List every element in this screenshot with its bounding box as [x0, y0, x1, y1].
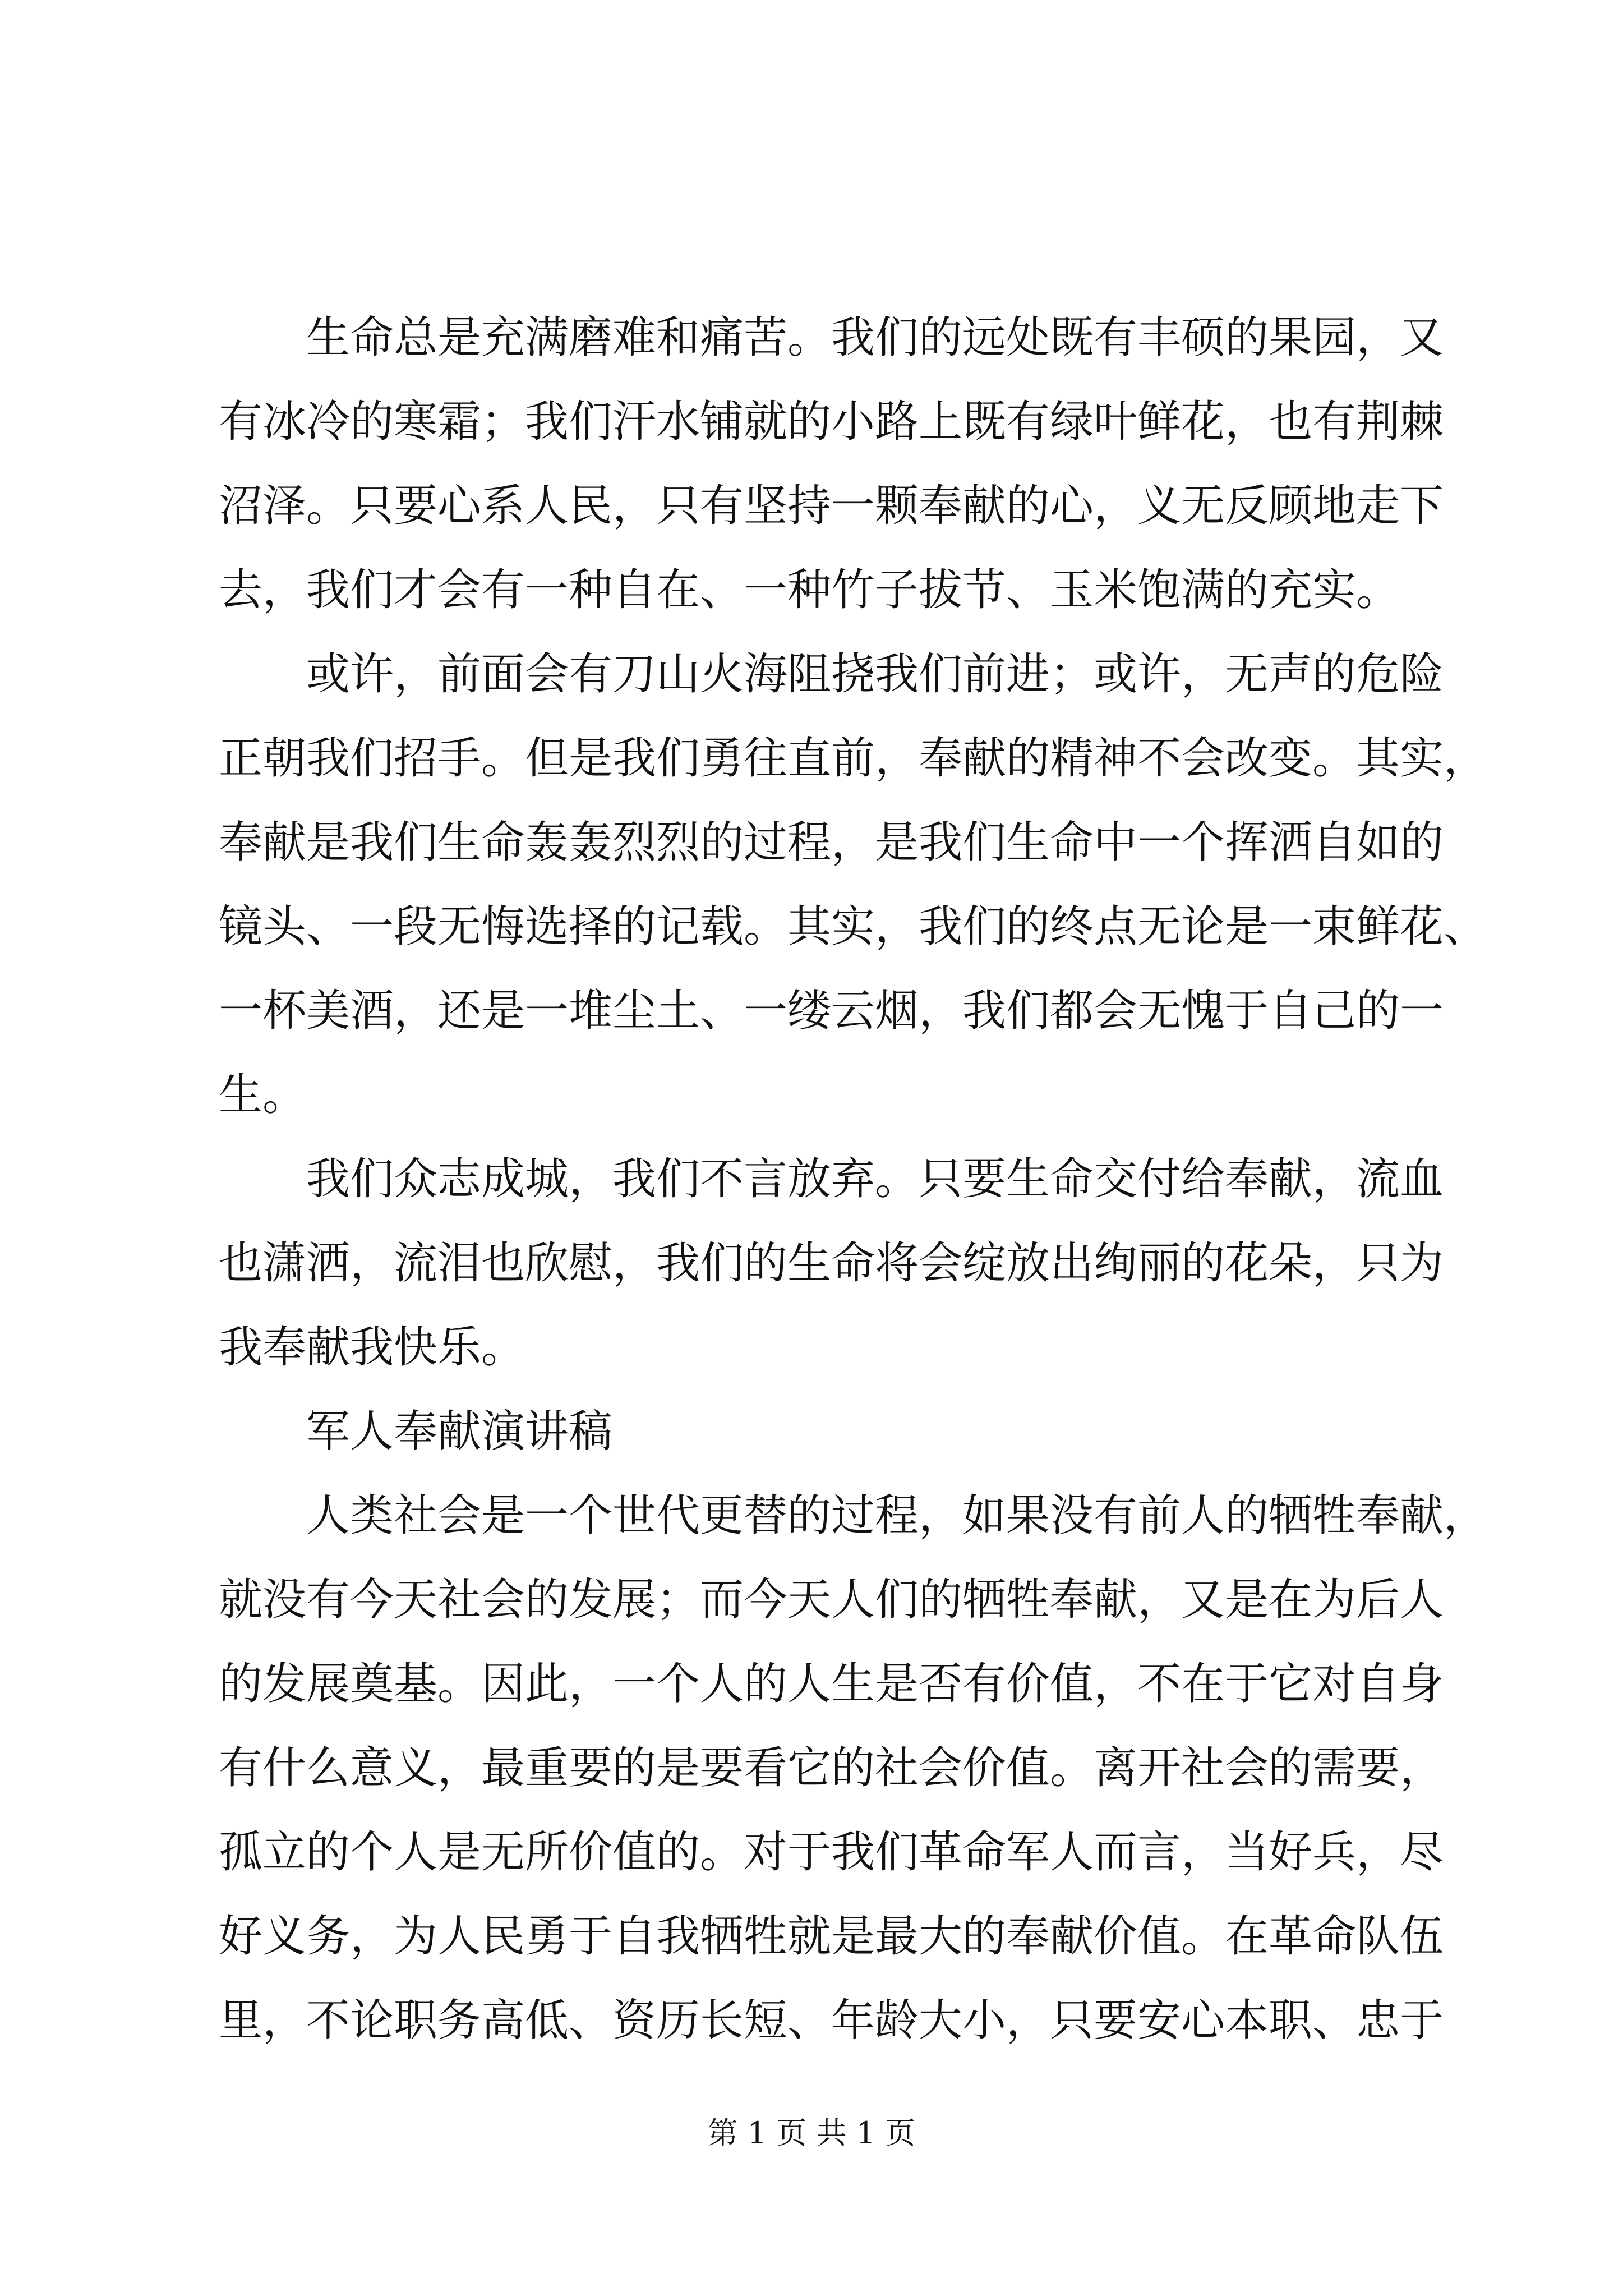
paragraph-4-line-6: 好义务，为人民勇于自我牺牲就是最大的奉献价值。在革命队伍 — [219, 1911, 1444, 1962]
paragraph-3-line-2: 也潇洒，流泪也欣慰，我们的生命将会绽放出绚丽的花朵，只为 — [219, 1238, 1444, 1289]
paragraph-4-line-1: 人类社会是一个世代更替的过程，如果没有前人的牺牲奉献， — [306, 1490, 1488, 1541]
paragraph-1-line-4: 去，我们才会有一种自在、一种竹子拔节、玉米饱满的充实。 — [219, 565, 1400, 615]
paragraph-3-line-1: 我们众志成城，我们不言放弃。只要生命交付给奉献，流血 — [306, 1154, 1444, 1204]
paragraph-4-line-3: 的发展奠基。因此，一个人的人生是否有价值，不在于它对自身 — [219, 1659, 1444, 1709]
section-heading: 军人奉献演讲稿 — [306, 1406, 613, 1457]
paragraph-2-line-1: 或许，前面会有刀山火海阻挠我们前进；或许，无声的危险 — [306, 649, 1444, 700]
paragraph-4-line-7: 里，不论职务高低、资历长短、年龄大小，只要安心本职、忠于 — [219, 1995, 1444, 2046]
paragraph-2-line-5: 一杯美酒，还是一堆尘土、一缕云烟，我们都会无愧于自己的一 — [219, 986, 1444, 1036]
paragraph-1-line-2: 有冰冷的寒霜；我们汗水铺就的小路上既有绿叶鲜花，也有荆棘 — [219, 397, 1444, 447]
paragraph-4-line-4: 有什么意义，最重要的是要看它的社会价值。离开社会的需要， — [219, 1743, 1444, 1793]
paragraph-2-line-3: 奉献是我们生命轰轰烈烈的过程，是我们生命中一个挥洒自如的 — [219, 817, 1444, 868]
paragraph-1-line-1: 生命总是充满磨难和痛苦。我们的远处既有丰硕的果园，又 — [306, 312, 1444, 363]
page-footer: 第 1 页 共 1 页 — [707, 2115, 916, 2151]
paragraph-3-line-3: 我奉献我快乐。 — [219, 1322, 525, 1373]
paragraph-4-line-5: 孤立的个人是无所价值的。对于我们革命军人而言，当好兵，尽 — [219, 1827, 1444, 1878]
paragraph-2-line-2: 正朝我们招手。但是我们勇往直前，奉献的精神不会改变。其实， — [219, 733, 1488, 784]
paragraph-4-line-2: 就没有今天社会的发展；而今天人们的牺牲奉献，又是在为后人 — [219, 1575, 1444, 1625]
paragraph-2-line-4: 镜头、一段无悔选择的记载。其实，我们的终点无论是一束鲜花、 — [219, 901, 1488, 952]
paragraph-1-line-3: 沼泽。只要心系人民，只有坚持一颗奉献的心，义无反顾地走下 — [219, 481, 1444, 531]
paragraph-2-line-6: 生。 — [219, 1070, 307, 1120]
